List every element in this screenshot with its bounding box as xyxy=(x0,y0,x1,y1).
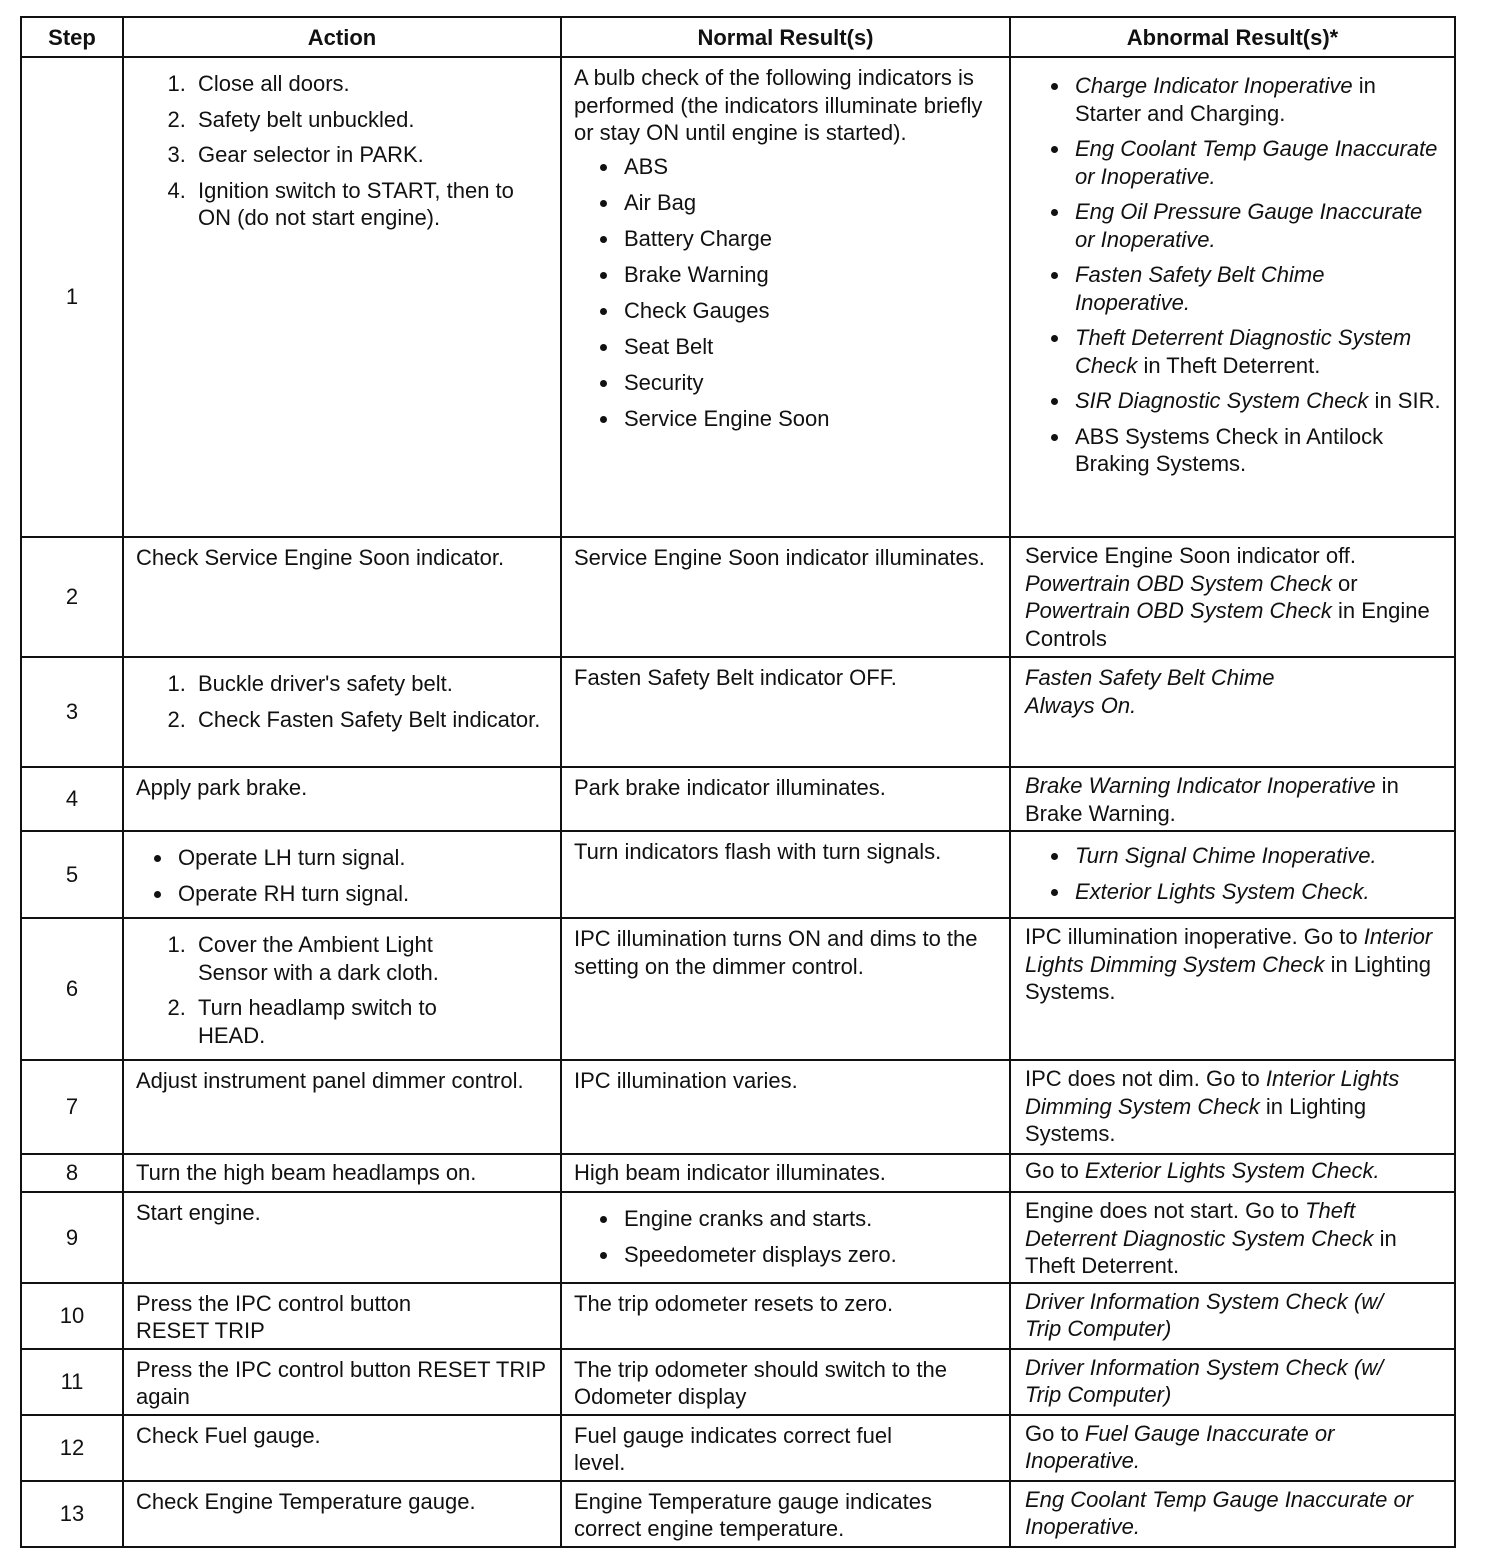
normal-result-text: Service Engine Soon indicator illuminates. xyxy=(574,545,985,570)
abnormal-result-text xyxy=(1025,1288,1414,1343)
step-number: 11 xyxy=(21,1349,123,1415)
abnormal-result-text xyxy=(1025,923,1444,1006)
table-row xyxy=(21,57,1455,537)
action-text: Apply park brake. xyxy=(136,775,308,800)
step-number: 9 xyxy=(21,1192,123,1283)
step-number: 12 xyxy=(21,1415,123,1481)
normal-result-cell xyxy=(561,918,1010,1060)
abnormal-result-cell xyxy=(1010,831,1455,918)
plain-text: or xyxy=(1331,570,1358,596)
reference-link-text: Brake Warning Indicator Inoperative xyxy=(1025,773,1376,798)
action-cell xyxy=(123,57,561,537)
normal-result-cell xyxy=(561,657,1010,767)
abnormal-result-text xyxy=(1025,1354,1414,1409)
normal-result-cell xyxy=(561,1283,1010,1349)
reference-link-text: Powertrain OBD System Check xyxy=(1025,598,1332,623)
plain-text: Service Engine Soon indicator off. xyxy=(1025,543,1357,568)
list-item: 4. Ignition switch to START, then to ON (do not start engine). xyxy=(192,177,550,232)
plain-text: Engine does not start. Go to xyxy=(1025,1198,1306,1223)
normal-result-text: High beam indicator illuminates. xyxy=(574,1160,886,1185)
list-item xyxy=(1071,324,1444,379)
reference-link-text: Fasten Safety Belt Chime Always On. xyxy=(1025,665,1275,718)
table-row xyxy=(21,1283,1455,1349)
normal-result-text: The trip odometer resets to zero. xyxy=(574,1290,894,1316)
plain-text: in Theft Deterrent. xyxy=(1025,1225,1397,1278)
normal-result-text: IPC illumination turns ON and dims to the setting on the dimmer control. xyxy=(574,926,978,979)
action-cell xyxy=(123,831,561,918)
table-row xyxy=(21,1349,1455,1415)
list-item: • Brake Warning xyxy=(620,261,999,289)
table-row xyxy=(21,1192,1455,1283)
list-item xyxy=(1071,842,1444,870)
plain-text: Go to xyxy=(1025,1158,1085,1183)
plain-text: IPC does not dim. Go to xyxy=(1025,1066,1266,1091)
list-item xyxy=(1071,878,1444,906)
table-row xyxy=(21,767,1455,831)
plain-text: in Theft Deterrent. xyxy=(1137,352,1321,378)
normal-result-text: IPC illumination varies. xyxy=(574,1068,798,1093)
diagnostic-table xyxy=(20,16,1456,1548)
reference-link-text: Theft Deterrent Diagnostic System Check xyxy=(1025,1198,1374,1251)
action-list xyxy=(136,931,470,1049)
step-number: 4 xyxy=(21,767,123,831)
normal-result-cell xyxy=(561,1481,1010,1547)
step-number: 1 xyxy=(21,57,123,537)
normal-result-text: Engine Temperature gauge indicates correct engine temperature. xyxy=(574,1488,932,1541)
action-list xyxy=(136,844,550,907)
table-row xyxy=(21,537,1455,657)
abnormal-result-text xyxy=(1025,1065,1444,1148)
list-item xyxy=(1071,423,1444,478)
abnormal-result-text xyxy=(1025,664,1334,719)
normal-result-cell xyxy=(561,1415,1010,1481)
reference-link-text: Fasten Safety Belt Chime Inoperative. xyxy=(1075,262,1325,315)
action-text: Check Engine Temperature gauge. xyxy=(136,1488,476,1514)
abnormal-result-text xyxy=(1025,772,1444,827)
action-text: Press the IPC control button RESET TRIP xyxy=(136,1290,412,1343)
action-text: Check Fuel gauge. xyxy=(136,1422,321,1448)
action-text: Turn the high beam headlamps on. xyxy=(136,1160,477,1185)
header-step: Step xyxy=(21,17,123,57)
abnormal-result-cell xyxy=(1010,57,1455,537)
step-number: 6 xyxy=(21,918,123,1060)
list-item: • Operate LH turn signal. xyxy=(174,844,550,872)
indicator-list xyxy=(574,153,999,433)
plain-text: in Lighting Systems. xyxy=(1025,1093,1367,1146)
table-row xyxy=(21,831,1455,918)
step-number: 2 xyxy=(21,537,123,657)
normal-result-cell xyxy=(561,1060,1010,1154)
abnormal-result-cell xyxy=(1010,1060,1455,1154)
plain-text: in Brake Warning. xyxy=(1025,773,1399,826)
abnormal-result-text xyxy=(1025,1420,1444,1475)
diagnostic-table-container xyxy=(20,16,1454,1548)
reference-link-text: Powertrain OBD System Check xyxy=(1025,570,1332,596)
table-row xyxy=(21,1481,1455,1547)
plain-text: IPC illumination inoperative. Go to xyxy=(1025,924,1364,949)
list-item: • Seat Belt xyxy=(620,333,999,361)
list-item xyxy=(1071,198,1444,253)
action-cell xyxy=(123,537,561,657)
list-item: 2. Check Fasten Safety Belt indicator. xyxy=(192,706,550,734)
normal-result-cell xyxy=(561,767,1010,831)
plain-text: Go to xyxy=(1025,1420,1085,1446)
action-cell xyxy=(123,918,561,1060)
plain-text: ABS Systems Check in Antilock Braking Systems. xyxy=(1075,423,1384,476)
list-item: • Speedometer displays zero. xyxy=(620,1241,999,1269)
action-cell xyxy=(123,657,561,767)
action-cell xyxy=(123,1349,561,1415)
list-item xyxy=(1071,72,1444,127)
reference-link-text: Theft Deterrent Diagnostic System Check xyxy=(1075,325,1412,378)
table-row xyxy=(21,1154,1455,1192)
plain-text: in Starter and Charging. xyxy=(1075,73,1376,126)
reference-link-text: Eng Coolant Temp Gauge Inaccurate or Inoperative. xyxy=(1025,1486,1414,1539)
action-cell xyxy=(123,1283,561,1349)
list-item: 1. Buckle driver's safety belt. xyxy=(192,670,550,698)
reference-link-text: Eng Coolant Temp Gauge Inaccurate or Inoperative. xyxy=(1075,136,1438,189)
abnormal-result-text xyxy=(1025,542,1444,652)
header-abnormal-results: Abnormal Result(s)* xyxy=(1010,17,1455,57)
header-row xyxy=(21,17,1455,57)
step-number: 7 xyxy=(21,1060,123,1154)
reference-link-text: Interior Lights Dimming System Check xyxy=(1025,924,1433,977)
abnormal-list xyxy=(1023,842,1444,905)
step-number: 13 xyxy=(21,1481,123,1547)
list-item: 2. Turn headlamp switch to HEAD. xyxy=(192,994,470,1049)
list-item: • Service Engine Soon xyxy=(620,405,999,433)
step-number: 3 xyxy=(21,657,123,767)
normal-result-cell xyxy=(561,1349,1010,1415)
action-cell xyxy=(123,1154,561,1192)
action-list xyxy=(136,670,550,733)
abnormal-result-text xyxy=(1025,1157,1444,1185)
normal-result-text: Fasten Safety Belt indicator OFF. xyxy=(574,665,897,690)
reference-link-text: Exterior Lights System Check. xyxy=(1084,1158,1380,1183)
list-item: • Battery Charge xyxy=(620,225,999,253)
normal-result-text: Turn indicators flash with turn signals. xyxy=(574,839,942,864)
action-text: Start engine. xyxy=(136,1200,261,1225)
reference-link-text: Eng Oil Pressure Gauge Inaccurate or Inoperative. xyxy=(1075,199,1423,252)
normal-result-text: A bulb check of the following indicators is performed (the indicators illuminate briefly or stay ON until engine is started). xyxy=(574,65,983,145)
abnormal-result-cell xyxy=(1010,537,1455,657)
abnormal-result-cell xyxy=(1010,1283,1455,1349)
list-item xyxy=(1071,135,1444,190)
plain-text: in Lighting Systems. xyxy=(1025,951,1431,1004)
list-item: • Operate RH turn signal. xyxy=(174,880,550,908)
list-item: 3. Gear selector in PARK. xyxy=(192,141,550,169)
action-list xyxy=(136,70,550,232)
list-item: • Engine cranks and starts. xyxy=(620,1205,999,1233)
header-normal-results: Normal Result(s) xyxy=(561,17,1010,57)
normal-result-cell xyxy=(561,1192,1010,1283)
table-row xyxy=(21,1415,1455,1481)
normal-result-text: Fuel gauge indicates correct fuel level. xyxy=(574,1422,892,1475)
action-cell xyxy=(123,1415,561,1481)
plain-text: in Engine Controls xyxy=(1025,598,1430,651)
reference-link-text: Turn Signal Chime Inoperative. xyxy=(1075,843,1377,868)
reference-link-text: Charge Indicator Inoperative xyxy=(1075,73,1353,98)
step-number: 10 xyxy=(21,1283,123,1349)
reference-link-text: Interior Lights Dimming System Check xyxy=(1025,1066,1400,1119)
abnormal-result-cell xyxy=(1010,1349,1455,1415)
abnormal-list xyxy=(1023,72,1444,478)
normal-result-text: The trip odometer should switch to the Odometer display xyxy=(574,1356,947,1409)
abnormal-result-cell xyxy=(1010,1415,1455,1481)
abnormal-result-text xyxy=(1025,1197,1444,1280)
action-text: Adjust instrument panel dimmer control. xyxy=(136,1068,524,1093)
abnormal-result-cell xyxy=(1010,918,1455,1060)
normal-result-text: Park brake indicator illuminates. xyxy=(574,775,886,800)
list-item xyxy=(1071,261,1444,316)
reference-link-text: Fuel Gauge Inaccurate or Inoperative. xyxy=(1025,1420,1335,1473)
reference-link-text: SIR Diagnostic System Check xyxy=(1075,388,1369,413)
normal-result-cell xyxy=(561,57,1010,537)
list-item: 1. Cover the Ambient Light Sensor with a dark cloth. xyxy=(192,931,470,986)
abnormal-result-cell xyxy=(1010,1154,1455,1192)
abnormal-result-cell xyxy=(1010,1481,1455,1547)
table-row xyxy=(21,657,1455,767)
list-item: • Air Bag xyxy=(620,189,999,217)
abnormal-result-cell xyxy=(1010,767,1455,831)
normal-result-cell xyxy=(561,537,1010,657)
plain-text: in SIR. xyxy=(1368,388,1441,413)
list-item: • Check Gauges xyxy=(620,297,999,325)
action-cell xyxy=(123,1481,561,1547)
step-number: 5 xyxy=(21,831,123,918)
abnormal-result-text xyxy=(1025,1486,1444,1541)
table-row xyxy=(21,1060,1455,1154)
reference-link-text: Driver Information System Check (w/ Trip Computer) xyxy=(1025,1354,1384,1407)
action-cell xyxy=(123,767,561,831)
step-number: 8 xyxy=(21,1154,123,1192)
normal-result-cell xyxy=(561,1154,1010,1192)
list-item: • ABS xyxy=(620,153,999,181)
normal-result-list xyxy=(574,1205,999,1268)
list-item: 1. Close all doors. xyxy=(192,70,550,98)
list-item xyxy=(1071,387,1444,415)
reference-link-text: Exterior Lights System Check. xyxy=(1075,878,1370,904)
list-item: 2. Safety belt unbuckled. xyxy=(192,106,550,134)
table-row xyxy=(21,918,1455,1060)
header-action: Action xyxy=(123,17,561,57)
abnormal-result-cell xyxy=(1010,657,1455,767)
action-text: Press the IPC control button RESET TRIP again xyxy=(136,1356,546,1409)
normal-result-cell xyxy=(561,831,1010,918)
abnormal-result-cell xyxy=(1010,1192,1455,1283)
reference-link-text: Driver Information System Check (w/ Trip Computer) xyxy=(1025,1288,1384,1341)
action-cell xyxy=(123,1060,561,1154)
action-cell xyxy=(123,1192,561,1283)
action-text: Check Service Engine Soon indicator. xyxy=(136,545,505,570)
list-item: • Security xyxy=(620,369,999,397)
